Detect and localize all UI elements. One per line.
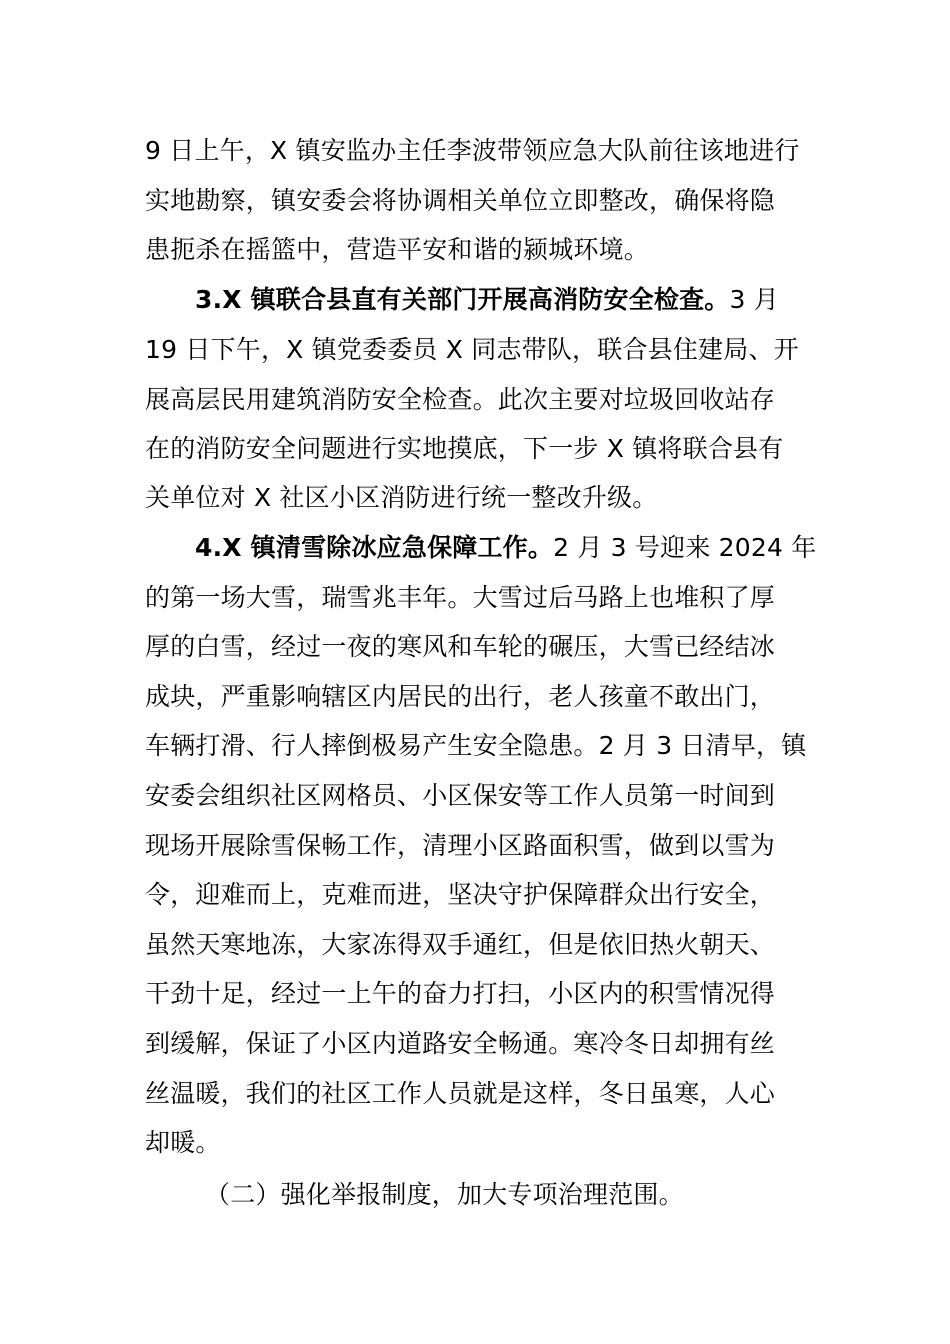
paragraph-line: 的第一场大雪，瑞雪兆丰年。大雪过后马路上也堆积了厚 <box>145 583 776 612</box>
paragraph-line: 安委会组织社区网格员、小区保安等工作人员第一时间到 <box>145 781 776 810</box>
paragraph-first-line <box>195 285 779 315</box>
paragraph-line: 车辆打滑、行人摔倒极易产生安全隐患。2 月 3 日清早，镇 <box>145 731 807 760</box>
paragraph-line: 虽然天寒地冻，大家冻得双手通红，但是依旧热火朝天、 <box>145 930 776 959</box>
paragraph-line: 9 日上午，X 镇安监办主任李波带领应急大队前往该地进行 <box>145 136 800 165</box>
paragraph-line: 患扼杀在摇篮中，营造平安和谐的颍城环境。 <box>145 235 650 264</box>
paragraph-line: 令，迎难而上，克难而进，坚决守护保障群众出行安全， <box>145 880 776 909</box>
paragraph-line: 在的消防安全问题进行实地摸底，下一步 X 镇将联合县有 <box>145 434 784 463</box>
paragraph-line: 关单位对 X 社区小区消防进行统一整改升级。 <box>145 483 658 512</box>
paragraph-first-line <box>195 533 816 563</box>
paragraph-line: 现场开展除雪保畅工作，清理小区路面积雪，做到以雪为 <box>145 831 776 860</box>
paragraph-line: 实地勘察，镇安委会将协调相关单位立即整改，确保将隐 <box>145 186 776 215</box>
paragraph-line: 厚的白雪，经过一夜的寒风和车轮的碾压，大雪已经结冰 <box>145 632 776 661</box>
section-heading: （二）强化举报制度，加大专项治理范围。 <box>205 1180 684 1209</box>
paragraph-line: 却暖。 <box>145 1128 221 1157</box>
paragraph-line: 成块，严重影响辖区内居民的出行，老人孩童不敢出门， <box>145 682 776 711</box>
item-heading: 4.X 镇清雪除冰应急保障工作。 <box>195 533 554 562</box>
paragraph-text: 2 月 3 号迎来 2024 年 <box>553 533 817 562</box>
paragraph-line: 19 日下午，X 镇党委委员 X 同志带队，联合县住建局、开 <box>145 335 799 364</box>
paragraph-line: 到缓解，保证了小区内道路安全畅通。寒冷冬日却拥有丝 <box>145 1029 776 1058</box>
paragraph-line: 丝温暖，我们的社区工作人员就是这样，冬日虽寒，人心 <box>145 1079 776 1108</box>
item-heading: 3.X 镇联合县直有关部门开展高消防安全检查。 <box>195 285 730 314</box>
paragraph-line: 干劲十足，经过一上午的奋力打扫，小区内的积雪情况得 <box>145 979 776 1008</box>
paragraph-text: 3 月 <box>729 285 779 314</box>
paragraph-line: 展高层民用建筑消防安全检查。此次主要对垃圾回收站存 <box>145 385 776 414</box>
